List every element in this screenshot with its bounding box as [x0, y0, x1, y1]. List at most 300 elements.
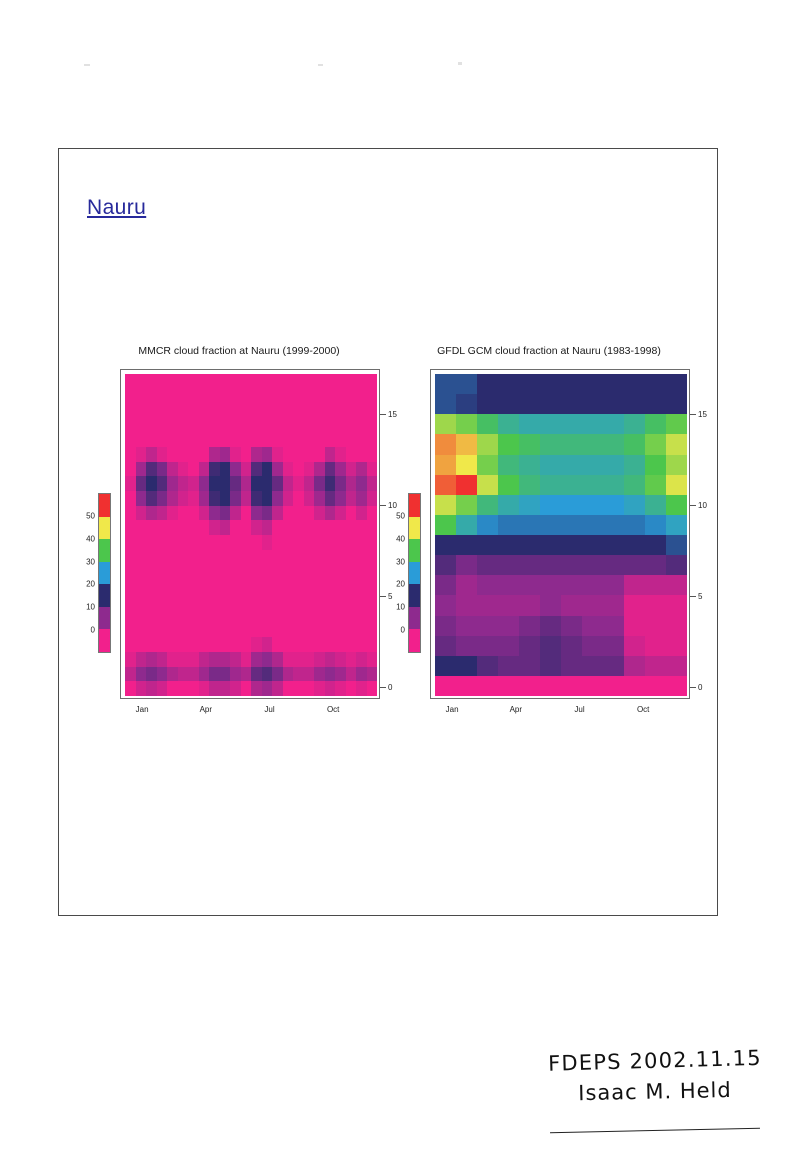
heatmap-cell — [125, 550, 136, 565]
x-axis-mmcr — [120, 703, 380, 719]
heatmap-cell — [220, 637, 231, 652]
heatmap-cell — [125, 667, 136, 682]
heatmap-cell — [146, 403, 157, 418]
heatmap-cell — [335, 433, 346, 448]
x-axis-tick-label: Oct — [636, 705, 650, 714]
heatmap-cell — [335, 652, 346, 667]
heatmap-cell — [293, 550, 304, 565]
heatmap-cell — [603, 394, 624, 414]
heatmap-cell — [146, 433, 157, 448]
heatmap-cell — [220, 506, 231, 521]
heatmap-cell — [178, 389, 189, 404]
heatmap-cell — [262, 433, 273, 448]
heatmap-cell — [293, 491, 304, 506]
heatmap-cell — [325, 594, 336, 609]
heatmap-cell — [314, 520, 325, 535]
heatmap-cell — [251, 550, 262, 565]
heatmap-cell — [272, 403, 283, 418]
heatmap-cell — [167, 681, 178, 696]
heatmap-cell — [304, 652, 315, 667]
heatmap-cell — [199, 491, 210, 506]
heatmap-cell — [477, 475, 498, 495]
heatmap-cell — [314, 374, 325, 389]
heatmap-cell — [346, 550, 357, 565]
heatmap-cell — [146, 506, 157, 521]
colorbar-segment — [409, 584, 420, 607]
heatmap-cell — [283, 608, 294, 623]
heatmap-cell — [251, 579, 262, 594]
heatmap-cell — [262, 623, 273, 638]
heatmap-cell — [283, 564, 294, 579]
heatmap-cell — [251, 491, 262, 506]
heatmap-cell — [283, 652, 294, 667]
heatmap-cell — [603, 636, 624, 656]
heatmap-cell — [335, 681, 346, 696]
heatmap-cell — [167, 623, 178, 638]
heatmap-cell — [477, 374, 498, 394]
heatmap-cell — [178, 462, 189, 477]
heatmap-cell — [519, 455, 540, 475]
heatmap-cell — [251, 476, 262, 491]
heatmap-cell — [157, 403, 168, 418]
colorbar-segment — [99, 539, 110, 562]
heatmap-cell — [262, 550, 273, 565]
heatmap-cell — [603, 616, 624, 636]
heatmap-cell — [582, 555, 603, 575]
heatmap-cell — [561, 555, 582, 575]
heatmap-cell — [477, 515, 498, 535]
heatmap-cell — [435, 636, 456, 656]
heatmap-cell — [367, 594, 378, 609]
annotation-line-1: FDEPS 2002.11.15 — [547, 1045, 763, 1076]
heatmap-cell — [367, 433, 378, 448]
heatmap-cell — [603, 414, 624, 434]
heatmap-cell — [356, 374, 367, 389]
heatmap-cell — [456, 636, 477, 656]
heatmap-cell — [582, 475, 603, 495]
heatmap-cell — [645, 475, 666, 495]
heatmap-cell — [519, 616, 540, 636]
heatmap-cell — [356, 433, 367, 448]
heatmap-cell — [178, 535, 189, 550]
heatmap-cell — [293, 667, 304, 682]
heatmap-cell — [304, 637, 315, 652]
heatmap-cell — [335, 535, 346, 550]
heatmap-cell — [304, 608, 315, 623]
heatmap-cell — [125, 652, 136, 667]
heatmap-cell — [645, 575, 666, 595]
heatmap-cell — [561, 575, 582, 595]
heatmap-cell — [603, 374, 624, 394]
heatmap-cell — [561, 616, 582, 636]
heatmap-cell — [304, 535, 315, 550]
heatmap-cell — [157, 623, 168, 638]
heatmap-cell — [241, 433, 252, 448]
heatmap-cell — [367, 550, 378, 565]
heatmap-cell — [241, 506, 252, 521]
heatmap-cell — [540, 676, 561, 696]
heatmap-cell — [435, 555, 456, 575]
heatmap-cell — [178, 374, 189, 389]
heatmap-cell — [262, 520, 273, 535]
heatmap-cell — [188, 608, 199, 623]
heatmap-cell — [220, 623, 231, 638]
heatmap-cell — [367, 520, 378, 535]
x-axis-tick-label: Jul — [574, 705, 585, 714]
heatmap-cell — [125, 564, 136, 579]
heatmap-cell — [293, 594, 304, 609]
heatmap-cell — [498, 414, 519, 434]
heatmap-cell — [146, 447, 157, 462]
heatmap-cell — [178, 652, 189, 667]
heatmap-cell — [125, 418, 136, 433]
heatmap-cell — [498, 434, 519, 454]
heatmap-cell — [209, 403, 220, 418]
heatmap-cell — [241, 637, 252, 652]
heatmap-cell — [283, 491, 294, 506]
heatmap-cell — [356, 506, 367, 521]
heatmap-cell — [477, 555, 498, 575]
heatmap-cell — [293, 608, 304, 623]
heatmap-cell — [136, 594, 147, 609]
heatmap-cell — [262, 667, 273, 682]
heatmap-cell — [367, 667, 378, 682]
heatmap-cell — [178, 491, 189, 506]
heatmap-cell — [582, 394, 603, 414]
heatmap-cell — [346, 476, 357, 491]
heatmap-cell — [188, 637, 199, 652]
heatmap-cell — [519, 475, 540, 495]
heatmap-cell — [325, 389, 336, 404]
heatmap-cell — [293, 520, 304, 535]
heatmap-cell — [335, 491, 346, 506]
heatmap-cell — [272, 389, 283, 404]
heatmap-cell — [272, 550, 283, 565]
heatmap-cell — [230, 623, 241, 638]
heatmap-cell — [209, 476, 220, 491]
heatmap-cell — [220, 681, 231, 696]
heatmap-cell — [241, 520, 252, 535]
heatmap-cell — [335, 594, 346, 609]
heatmap-cell — [230, 374, 241, 389]
heatmap-cell — [666, 495, 687, 515]
colorbar-segment — [409, 517, 420, 540]
heatmap-cell — [188, 652, 199, 667]
heatmap-cell — [178, 681, 189, 696]
scan-speckle — [458, 62, 462, 65]
heatmap-cell — [230, 652, 241, 667]
heatmap-cell — [220, 389, 231, 404]
heatmap-cell — [157, 667, 168, 682]
x-axis-gfdl — [430, 703, 690, 719]
heatmap-cell — [519, 575, 540, 595]
heatmap-cell — [645, 495, 666, 515]
heatmap-cell — [283, 681, 294, 696]
heatmap-cell — [146, 418, 157, 433]
heatmap-cell — [230, 389, 241, 404]
heatmap-cell — [346, 623, 357, 638]
heatmap-cell — [262, 681, 273, 696]
heatmap-cell — [540, 434, 561, 454]
heatmap-cell — [356, 520, 367, 535]
heatmap-cell — [220, 535, 231, 550]
heatmap-cell — [251, 652, 262, 667]
heatmap-cell — [167, 476, 178, 491]
heatmap-cell — [561, 434, 582, 454]
heatmap-cell — [157, 594, 168, 609]
heatmap-cell — [220, 608, 231, 623]
heatmap-cell — [582, 414, 603, 434]
heatmap-cell — [146, 476, 157, 491]
heatmap-cell — [582, 676, 603, 696]
heatmap-cell — [435, 616, 456, 636]
colorbar-segment — [409, 539, 420, 562]
heatmap-cell — [220, 374, 231, 389]
heatmap-cell — [346, 637, 357, 652]
heatmap-cell — [666, 656, 687, 676]
heatmap-cell — [251, 462, 262, 477]
heatmap-cell — [325, 491, 336, 506]
heatmap-cell — [624, 535, 645, 555]
heatmap-cell — [209, 667, 220, 682]
heatmap-cell — [241, 535, 252, 550]
heatmap-cell — [230, 418, 241, 433]
heatmap-cell — [435, 434, 456, 454]
heatmap-cell — [262, 535, 273, 550]
heatmap-cell — [125, 389, 136, 404]
heatmap-cell — [519, 636, 540, 656]
heatmap-cell — [519, 515, 540, 535]
heatmap-cell — [146, 667, 157, 682]
heatmap-cell — [335, 667, 346, 682]
heatmap-cell — [325, 667, 336, 682]
heatmap-cell — [136, 623, 147, 638]
heatmap-cell — [167, 447, 178, 462]
heatmap-cell — [125, 403, 136, 418]
heatmap-cell — [356, 608, 367, 623]
heatmap-cell — [146, 623, 157, 638]
heatmap-cell — [645, 515, 666, 535]
colorbar-labels-mmcr — [71, 493, 95, 653]
heatmap-cell — [146, 374, 157, 389]
heatmap-cell — [645, 414, 666, 434]
heatmap-cell — [456, 475, 477, 495]
heatmap-cell — [146, 564, 157, 579]
heatmap-cell — [199, 667, 210, 682]
heatmap-cell — [167, 535, 178, 550]
x-axis-tick-label: Apr — [199, 705, 213, 714]
heatmap-cell — [304, 462, 315, 477]
heatmap-cell — [293, 652, 304, 667]
heatmap-cell — [582, 515, 603, 535]
heatmap-cell — [325, 550, 336, 565]
heatmap-cell — [178, 623, 189, 638]
heatmap-cell — [157, 506, 168, 521]
heatmap-cell — [293, 447, 304, 462]
heatmap-cell — [272, 447, 283, 462]
heatmap-cell — [346, 374, 357, 389]
heatmap-cell — [188, 418, 199, 433]
heatmap-grid-gfdl — [435, 374, 687, 696]
heatmap-cell — [199, 374, 210, 389]
heatmap-cell — [356, 535, 367, 550]
heatmap-cell — [314, 535, 325, 550]
heatmap-cell — [367, 374, 378, 389]
y-axis-tick-label: 5 — [690, 592, 702, 601]
heatmap-cell — [325, 564, 336, 579]
heatmap-cell — [603, 495, 624, 515]
heatmap-cell — [304, 623, 315, 638]
heatmap-cell — [477, 656, 498, 676]
colorbar-segment — [99, 562, 110, 585]
heatmap-cell — [477, 394, 498, 414]
heatmap-cell — [230, 403, 241, 418]
heatmap-cell — [157, 389, 168, 404]
heatmap-cell — [209, 535, 220, 550]
heatmap-cell — [582, 595, 603, 615]
heatmap-cell — [157, 637, 168, 652]
heatmap-cell — [356, 447, 367, 462]
heatmap-cell — [283, 389, 294, 404]
heatmap-cell — [167, 433, 178, 448]
annotation-line-2: Isaac M. Held — [578, 1077, 732, 1106]
heatmap-cell — [314, 550, 325, 565]
heatmap-cell — [325, 535, 336, 550]
heatmap-cell — [178, 506, 189, 521]
heatmap-cell — [645, 636, 666, 656]
heatmap-cell — [209, 520, 220, 535]
heatmap-cell — [146, 608, 157, 623]
heatmap-cell — [603, 475, 624, 495]
heatmap-cell — [666, 455, 687, 475]
heatmap-cell — [209, 579, 220, 594]
heatmap-cell — [293, 535, 304, 550]
heatmap-cell — [283, 637, 294, 652]
heatmap-cell — [498, 394, 519, 414]
heatmap-cell — [167, 637, 178, 652]
heatmap-cell — [125, 579, 136, 594]
heatmap-cell — [540, 515, 561, 535]
heatmap-cell — [220, 652, 231, 667]
heatmap-cell — [241, 564, 252, 579]
heatmap-cell — [435, 575, 456, 595]
heatmap-cell — [456, 535, 477, 555]
heatmap-cell — [603, 575, 624, 595]
heatmap-cell — [435, 394, 456, 414]
heatmap-cell — [157, 652, 168, 667]
heatmap-cell — [209, 652, 220, 667]
heatmap-cell — [157, 462, 168, 477]
heatmap-cell — [272, 418, 283, 433]
heatmap-cell — [199, 447, 210, 462]
heatmap-cell — [645, 374, 666, 394]
heatmap-cell — [188, 550, 199, 565]
heatmap-cell — [540, 535, 561, 555]
heatmap-cell — [304, 594, 315, 609]
heatmap-cell — [540, 374, 561, 394]
heatmap-cell — [367, 491, 378, 506]
heatmap-cell — [251, 403, 262, 418]
heatmap-cell — [188, 681, 199, 696]
heatmap-cell — [498, 616, 519, 636]
handwritten-annotation — [540, 1045, 770, 1106]
heatmap-cell — [199, 389, 210, 404]
heatmap-cell — [251, 418, 262, 433]
heatmap-cell — [272, 462, 283, 477]
colorbar-segment — [99, 584, 110, 607]
colorbar-tick-label: 10 — [396, 602, 405, 612]
heatmap-cell — [199, 637, 210, 652]
heatmap-cell — [188, 433, 199, 448]
heatmap-cell — [251, 608, 262, 623]
y-axis-gfdl — [690, 369, 724, 699]
heatmap-cell — [293, 374, 304, 389]
heatmap-cell — [167, 374, 178, 389]
heatmap-cell — [230, 681, 241, 696]
heatmap-cell — [241, 623, 252, 638]
colorbar-tick-label: 40 — [396, 534, 405, 544]
heatmap-cell — [435, 414, 456, 434]
heatmap-cell — [262, 403, 273, 418]
heatmap-cell — [241, 403, 252, 418]
heatmap-cell — [603, 515, 624, 535]
heatmap-cell — [561, 636, 582, 656]
heatmap-cell — [314, 476, 325, 491]
heatmap-cell — [314, 623, 325, 638]
y-axis-tick-label: 0 — [380, 683, 392, 692]
heatmap-cell — [146, 550, 157, 565]
heatmap-cell — [272, 564, 283, 579]
heatmap-cell — [325, 403, 336, 418]
heatmap-cell — [367, 403, 378, 418]
heatmap-cell — [178, 476, 189, 491]
heatmap-cell — [188, 403, 199, 418]
heatmap-cell — [136, 637, 147, 652]
heatmap-cell — [435, 656, 456, 676]
heatmap-cell — [230, 594, 241, 609]
heatmap-cell — [209, 447, 220, 462]
heatmap-cell — [346, 594, 357, 609]
heatmap-cell — [209, 462, 220, 477]
heatmap-cell — [188, 579, 199, 594]
heatmap-cell — [136, 520, 147, 535]
heatmap-cell — [624, 676, 645, 696]
heatmap-cell — [519, 676, 540, 696]
heatmap-cell — [125, 374, 136, 389]
heatmap-cell — [167, 652, 178, 667]
colorbar-segment — [99, 629, 110, 652]
heatmap-cell — [603, 595, 624, 615]
heatmap-cell — [304, 389, 315, 404]
heatmap-cell — [157, 535, 168, 550]
heatmap-cell — [125, 506, 136, 521]
heatmap-cell — [167, 403, 178, 418]
heatmap-cell — [125, 535, 136, 550]
colorbar-segment — [409, 607, 420, 630]
heatmap-cell — [251, 681, 262, 696]
heatmap-cell — [335, 476, 346, 491]
heatmap-cell — [304, 476, 315, 491]
heatmap-cell — [540, 414, 561, 434]
colorbar-tick-label: 40 — [86, 534, 95, 544]
y-axis-tick-label: 15 — [380, 410, 397, 419]
heatmap-cell — [519, 656, 540, 676]
heatmap-cell — [666, 555, 687, 575]
heatmap-cell — [314, 506, 325, 521]
heatmap-cell — [314, 667, 325, 682]
heatmap-plot-mmcr — [120, 369, 380, 699]
heatmap-cell — [188, 667, 199, 682]
